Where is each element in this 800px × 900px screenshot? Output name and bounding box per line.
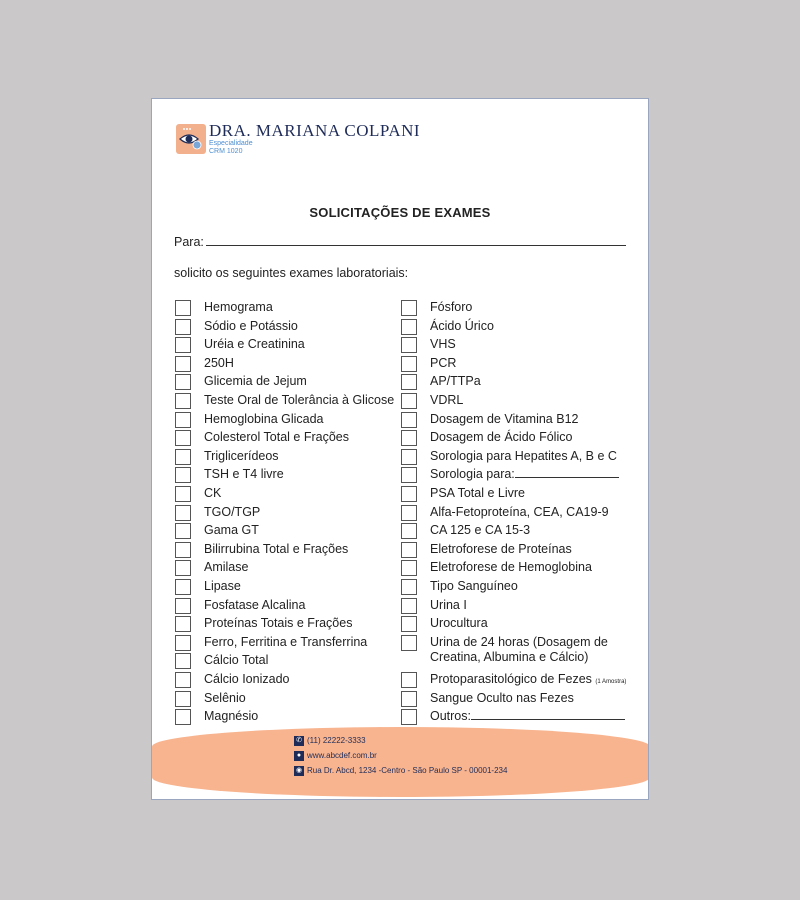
exam-checkbox[interactable] (401, 374, 417, 390)
exam-checkbox[interactable] (175, 542, 191, 558)
exam-checkbox[interactable] (175, 337, 191, 353)
footer-phone (294, 736, 366, 748)
exam-checkbox[interactable] (401, 635, 417, 651)
exam-checkbox[interactable] (175, 467, 191, 483)
exam-label: Sorologia para Hepatites A, B e C (430, 448, 617, 463)
exam-label-continued: Creatina, Albumina e Cálcio) (430, 649, 589, 664)
exam-label: AP/TTPa (430, 374, 481, 389)
exam-checkbox[interactable] (175, 598, 191, 614)
exam-checkbox[interactable] (175, 579, 191, 595)
exam-label: VDRL (430, 393, 464, 407)
exam-label: Lipase (204, 579, 241, 593)
phone-text: (11) 22222-3333 (307, 736, 366, 746)
exam-checkbox[interactable] (401, 598, 417, 614)
exam-checkbox[interactable] (175, 430, 191, 446)
exam-checkbox[interactable] (175, 635, 191, 651)
exam-label: Glicemia de Jejum (204, 374, 307, 389)
phone-icon: ✆ (294, 736, 304, 746)
exam-label: Sangue Oculto nas Fezes (430, 690, 574, 705)
exam-checkbox[interactable] (401, 337, 417, 353)
exam-checkbox[interactable] (401, 709, 417, 725)
exam-label: PSA Total e Livre (430, 486, 525, 500)
exam-label: VHS (430, 337, 456, 352)
exam-label: Ácido Úrico (430, 318, 494, 333)
exam-label: Cálcio Ionizado (204, 672, 290, 686)
exam-checkbox[interactable] (175, 319, 191, 335)
exam-label: TSH e T4 livre (204, 467, 284, 482)
exam-checkbox[interactable] (175, 356, 191, 372)
exam-checkbox[interactable] (175, 560, 191, 576)
exam-label: Bilirrubina Total e Frações (204, 541, 349, 556)
doctor-crm: CRM 1020 (209, 148, 243, 155)
website-text: www.abcdef.com.br (307, 751, 377, 761)
exam-label: Urocultura (430, 616, 488, 631)
exam-checkbox[interactable] (175, 393, 191, 409)
exam-checkbox[interactable] (401, 300, 417, 316)
outros-fill-line[interactable] (471, 719, 625, 720)
exam-checkbox[interactable] (401, 319, 417, 335)
exam-label-text: Outros: (430, 709, 471, 724)
exam-request-form (151, 98, 649, 800)
exam-label: Gama GT (204, 523, 259, 538)
clinic-logo (176, 124, 206, 154)
doctor-specialty: Especialidade (209, 140, 253, 147)
exam-checkbox[interactable] (175, 523, 191, 539)
exam-checkbox[interactable] (401, 616, 417, 632)
exam-label: Teste Oral de Tolerância à Glicose (204, 393, 395, 407)
exam-label: Urina de 24 horas (Dosagem de (430, 634, 608, 649)
exam-checkbox[interactable] (175, 672, 191, 688)
exam-checkbox[interactable] (401, 449, 417, 465)
exam-checkbox[interactable] (401, 560, 417, 576)
footer-website (294, 751, 377, 763)
exam-label: Dosagem de Vitamina B12 (430, 411, 579, 426)
exam-label (430, 672, 626, 690)
exam-label: Alfa-Fetoproteína, CEA, CA19-9 (430, 504, 609, 519)
exam-label: Fosfatase Alcalina (204, 597, 306, 612)
exam-checkbox[interactable] (401, 356, 417, 372)
intro-text: solicito os seguintes exames laboratoriais: (174, 266, 409, 280)
exam-checkbox[interactable] (175, 505, 191, 521)
exam-checkbox[interactable] (175, 449, 191, 465)
recipient-label: Para: (174, 235, 204, 249)
recipient-line[interactable] (206, 245, 626, 246)
exam-label: Urina I (430, 597, 467, 612)
exam-label: Selênio (204, 690, 246, 705)
exam-checkbox[interactable] (401, 486, 417, 502)
exam-label-text: Protoparasitológico de Fezes (430, 672, 592, 686)
exam-checkbox[interactable] (175, 709, 191, 725)
exam-label: Eletroforese de Proteínas (430, 541, 572, 556)
exam-checkbox[interactable] (175, 653, 191, 669)
address-text: Rua Dr. Abcd, 1234 -Centro - São Paulo SP - 00001-234 (307, 766, 508, 776)
exam-checkbox[interactable] (401, 672, 417, 688)
exam-checkbox[interactable] (175, 691, 191, 707)
doctor-name: DRA. MARIANA COLPANI (209, 121, 421, 140)
exam-label: Sódio e Potássio (204, 318, 298, 333)
exam-checkbox[interactable] (175, 300, 191, 316)
exam-label: Colesterol Total e Frações (204, 430, 349, 445)
exam-label (430, 467, 619, 482)
exam-checkbox[interactable] (175, 616, 191, 632)
exam-checkbox[interactable] (401, 691, 417, 707)
exam-label: Cálcio Total (204, 653, 269, 668)
exam-label: Triglicerídeos (204, 448, 279, 463)
exam-label-text: Sorologia para: (430, 467, 515, 482)
sorologia-fill-line[interactable] (515, 477, 619, 478)
exam-label: Uréia e Creatinina (204, 337, 305, 352)
exam-checkbox[interactable] (401, 542, 417, 558)
exam-checkbox[interactable] (401, 523, 417, 539)
exam-label: Amilase (204, 560, 249, 575)
exam-label: Ferro, Ferritina e Transferrina (204, 634, 368, 649)
exam-label: Magnésio (204, 709, 259, 724)
exam-checkbox[interactable] (401, 579, 417, 595)
exam-checkbox[interactable] (175, 374, 191, 390)
exam-label (430, 709, 625, 724)
exam-label: TGO/TGP (204, 504, 261, 519)
globe-icon: ● (294, 751, 304, 761)
exam-label: Hemograma (204, 300, 273, 314)
exam-label: Eletroforese de Hemoglobina (430, 560, 592, 575)
exam-label: CA 125 e CA 15-3 (430, 523, 531, 538)
exam-label-note: (1 Amostra) (595, 679, 627, 685)
exam-label: Tipo Sanguíneo (430, 579, 518, 593)
exam-checkbox[interactable] (401, 393, 417, 409)
eye-icon (176, 124, 206, 154)
location-pin-icon: ◉ (295, 767, 303, 774)
footer-address (294, 766, 507, 778)
exam-checkbox[interactable] (401, 467, 417, 483)
exam-label: Hemoglobina Glicada (204, 411, 324, 426)
exam-label: PCR (430, 355, 457, 370)
exam-label: Dosagem de Ácido Fólico (430, 430, 573, 445)
form-title: SOLICITAÇÕES DE EXAMES (309, 205, 491, 220)
exam-label: 250H (204, 355, 234, 370)
exam-checkbox[interactable] (401, 412, 417, 428)
exam-checkbox[interactable] (175, 412, 191, 428)
exam-label: Fósforo (430, 300, 473, 314)
footer-band (152, 727, 649, 797)
exam-checkbox[interactable] (401, 430, 417, 446)
exam-checkbox[interactable] (175, 486, 191, 502)
exam-label: Proteínas Totais e Frações (204, 616, 353, 631)
exam-label: CK (204, 486, 222, 500)
exam-checkbox[interactable] (401, 505, 417, 521)
